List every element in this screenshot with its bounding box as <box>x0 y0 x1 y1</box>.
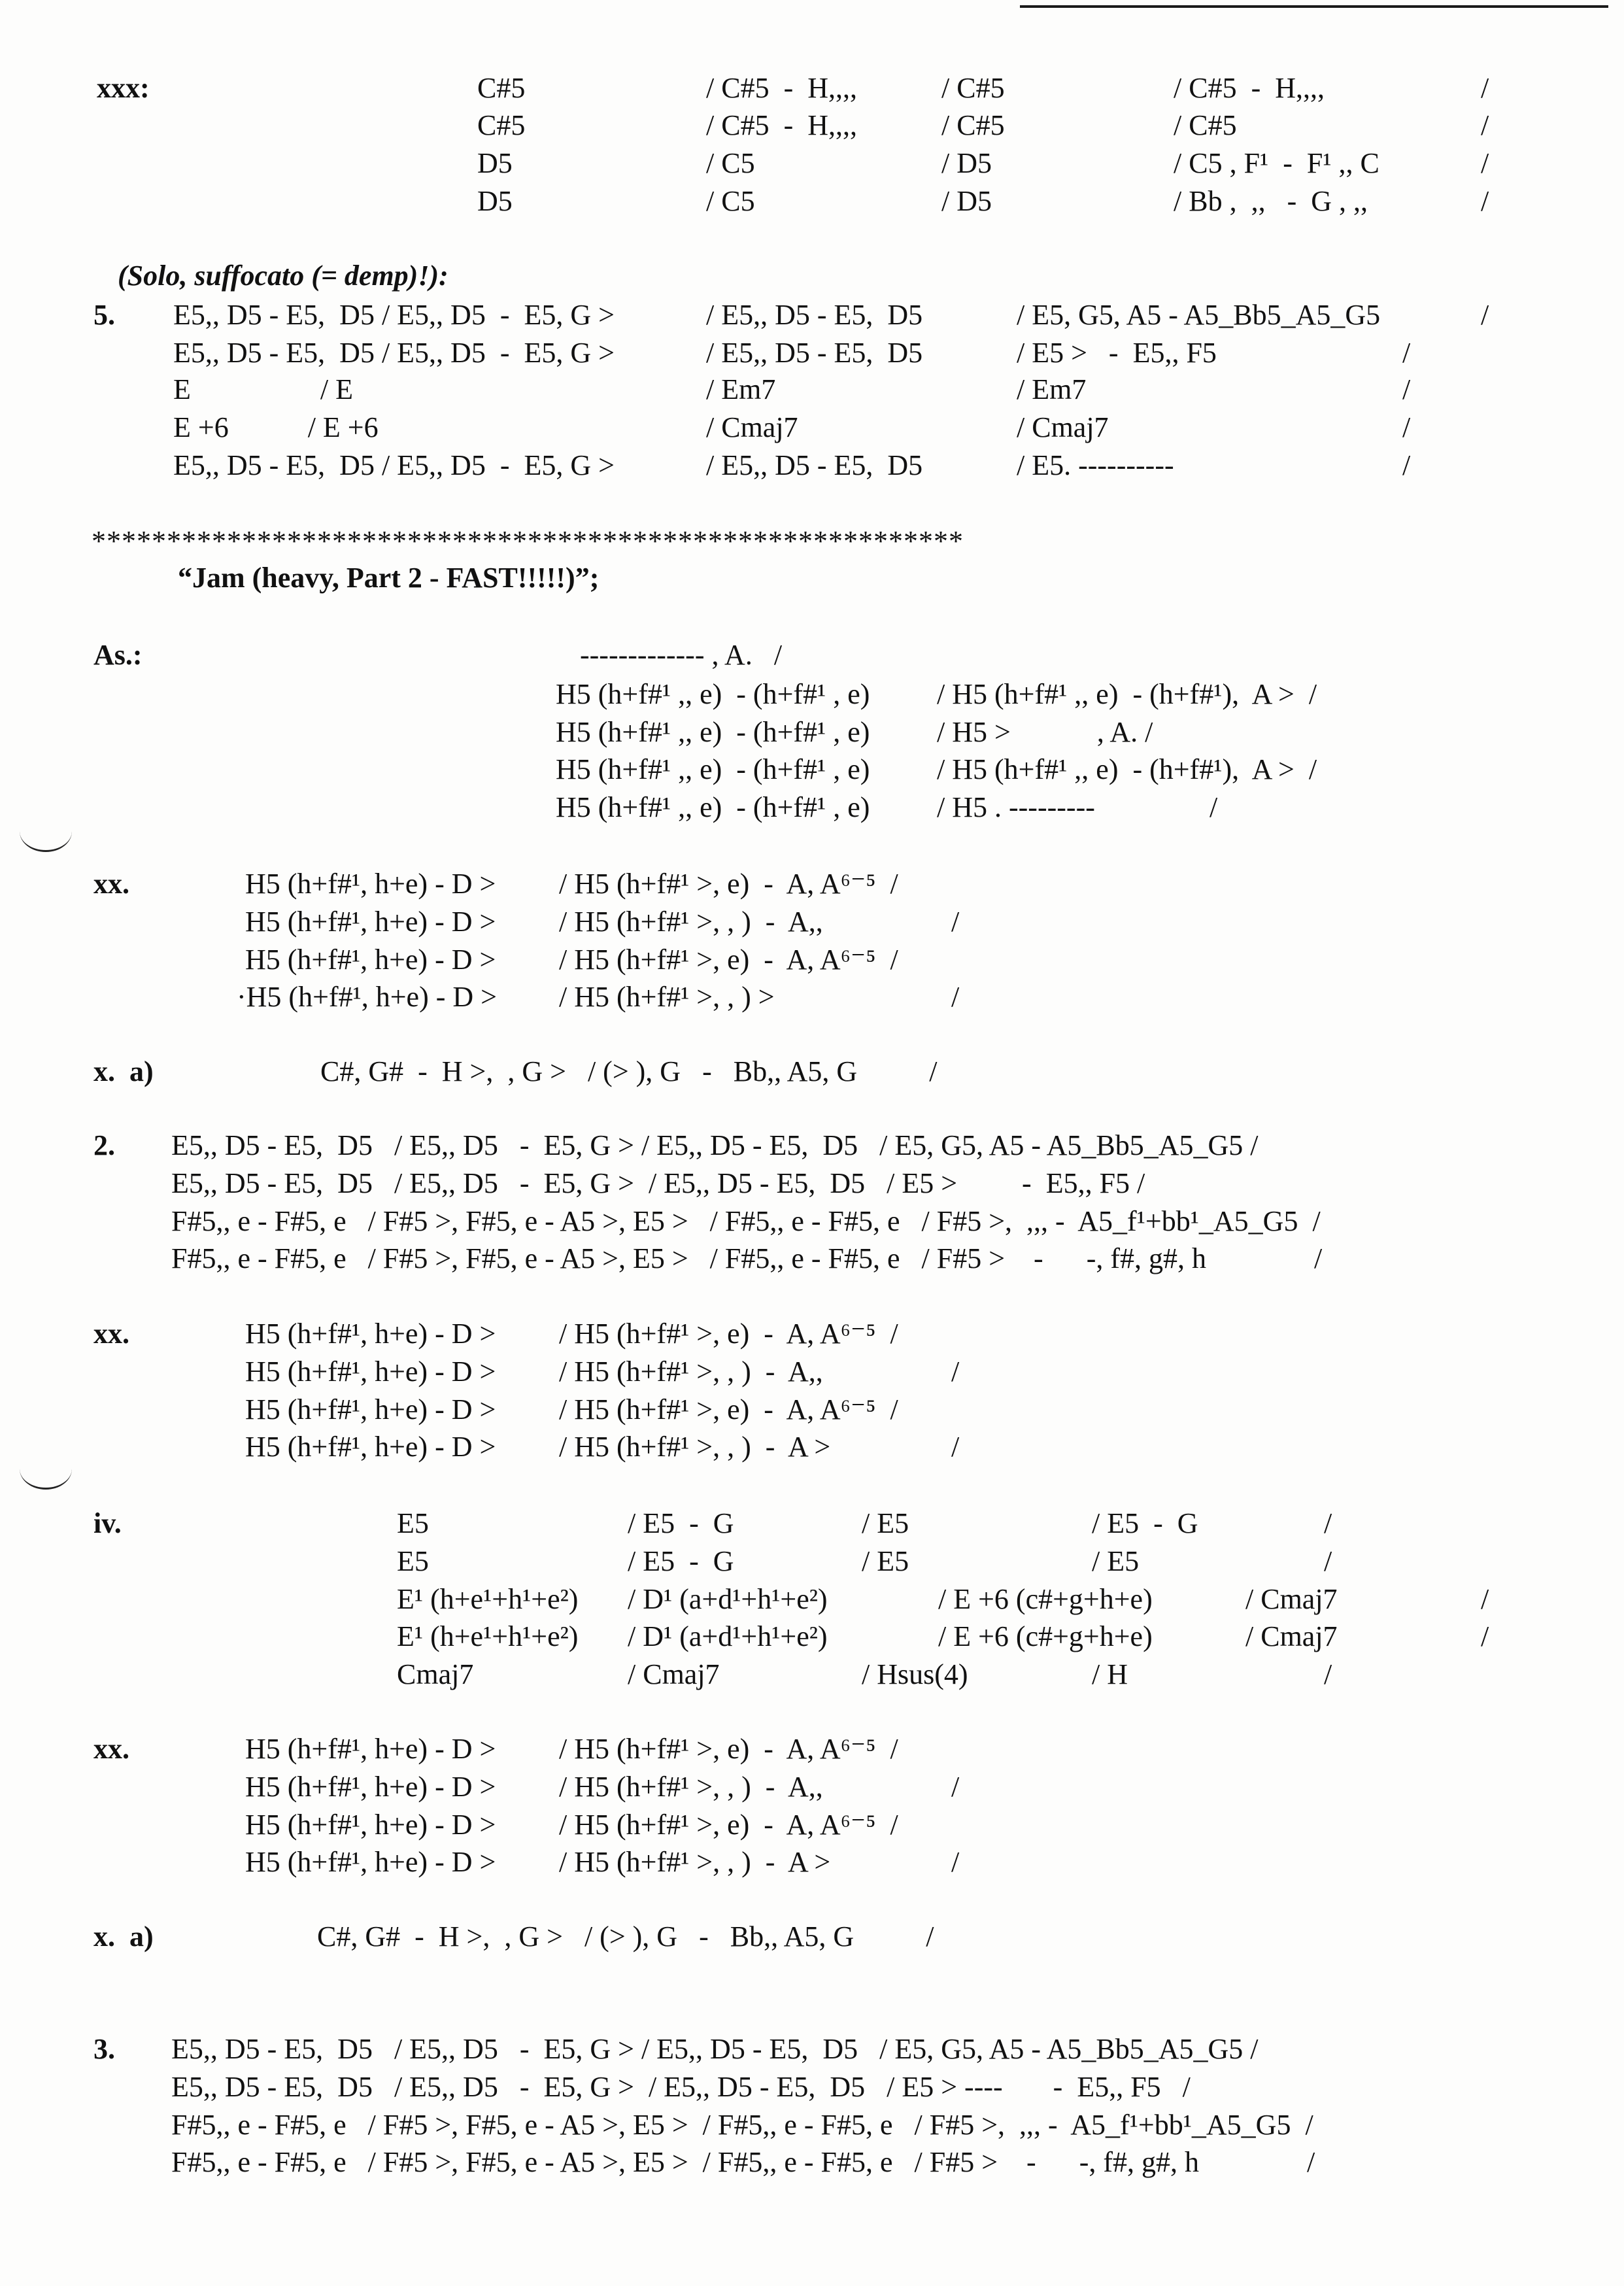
chord-cell: / H <box>1092 1658 1128 1690</box>
chord-cell: ·H5 (h+f#¹, h+e) - D > <box>237 981 497 1013</box>
chord-cell: H5 (h+f#¹, h+e) - D > <box>245 906 496 938</box>
chord-cell: / E +6 (c#+g+h+e) <box>938 1620 1153 1652</box>
bar-line: / <box>1210 791 1218 823</box>
section-label-xxx: xxx: <box>97 72 150 104</box>
chord-cell: / C#5 - H,,,, <box>706 72 857 104</box>
chord-cell: / Hsus(4) <box>862 1658 968 1690</box>
chord-cell: / E5 - G <box>628 1507 734 1539</box>
chord-cell: / E5,, D5 - E5, D5 <box>706 337 923 369</box>
bar-line: / <box>1402 337 1411 369</box>
chord-cell: / H5 (h+f#¹ >, e) - A, A⁶⁻⁵ / <box>559 1733 898 1765</box>
bar-line: / <box>1324 1658 1332 1690</box>
chord-cell: / H5 (h+f#¹ >, e) - A, A⁶⁻⁵ / <box>559 944 898 976</box>
chord-cell: E5 <box>397 1545 429 1577</box>
top-scan-line <box>1020 5 1608 8</box>
bar-line: / <box>1324 1507 1332 1539</box>
section-label-xa: x. a) <box>93 1055 154 1087</box>
chord-cell: / Bb , ,, - G , ,, <box>1174 185 1368 217</box>
bar-line: / <box>1402 411 1411 443</box>
chord-cell: E +6 / E +6 <box>173 411 379 443</box>
chord-cell: / H5 (h+f#¹ >, e) - A, A⁶⁻⁵ / <box>559 868 898 900</box>
chord-cell: / H5 (h+f#¹ >, e) - A, A⁶⁻⁵ / <box>559 1809 898 1841</box>
bar-line: / <box>951 1356 960 1388</box>
chord-cell: E5,, D5 - E5, D5 / E5,, D5 - E5, G > <box>173 337 615 369</box>
chord-cell: / D5 <box>941 185 992 217</box>
chord-cell: H5 (h+f#¹, h+e) - D > <box>245 1318 496 1350</box>
bar-line: / <box>1481 109 1489 141</box>
chord-cell: / E +6 (c#+g+h+e) <box>938 1583 1153 1615</box>
chord-row: F#5,, e - F#5, e / F#5 >, F#5, e - A5 >, E5 > / F#5,, e - F#5, e / F#5 > - -, f#, g#, h / <box>171 2146 1315 2178</box>
chord-cell: / Cmaj7 <box>1017 411 1109 443</box>
chord-cell: H5 (h+f#¹ ,, e) - (h+f#¹ , e) <box>556 716 870 748</box>
chord-cell: H5 (h+f#¹, h+e) - D > <box>245 1846 496 1878</box>
chord-cell: / E5 - G <box>628 1545 734 1577</box>
chord-row: E5,, D5 - E5, D5 / E5,, D5 - E5, G > / E5,, D5 - E5, D5 / E5 > ---- - E5,, F5 / <box>171 2071 1191 2103</box>
chord-cell: / D¹ (a+d¹+h¹+e²) <box>628 1620 828 1652</box>
chord-cell: E5,, D5 - E5, D5 / E5,, D5 - E5, G > <box>173 299 615 331</box>
chord-cell: / Cmaj7 <box>628 1658 720 1690</box>
chord-cell: / H5 (h+f#¹ ,, e) - (h+f#¹), A > / <box>937 753 1317 785</box>
asterisk-divider: ********************************************************** <box>92 525 964 557</box>
jam-title: “Jam (heavy, Part 2 - FAST!!!!!)”; <box>178 562 600 594</box>
chord-cell: E5 <box>397 1507 429 1539</box>
chord-cell: / H5 (h+f#¹ >, e) - A, A⁶⁻⁵ / <box>559 1318 898 1350</box>
chord-cell: H5 (h+f#¹, h+e) - D > <box>245 1356 496 1388</box>
bar-line: / <box>1481 1620 1489 1652</box>
chord-cell: / E5 <box>1092 1545 1140 1577</box>
bar-line: / <box>1402 449 1411 481</box>
chord-cell: / E5 - G <box>1092 1507 1198 1539</box>
bar-line: / <box>1481 147 1489 179</box>
chord-cell: / H5 (h+f#¹ >, , ) > <box>559 981 775 1013</box>
chord-cell: H5 (h+f#¹, h+e) - D > <box>245 1393 496 1425</box>
chord-cell: H5 (h+f#¹ ,, e) - (h+f#¹ , e) <box>556 753 870 785</box>
chord-cell: / C5 <box>706 185 755 217</box>
section-label-xx: xx. <box>93 1318 129 1350</box>
chord-row: C#, G# - H >, , G > / (> ), G - Bb,, A5, G / <box>320 1055 938 1087</box>
chord-cell: / H5 (h+f#¹ ,, e) - (h+f#¹), A > / <box>937 678 1317 710</box>
section-label-xx: xx. <box>93 868 129 900</box>
chord-cell: / E5 <box>862 1507 909 1539</box>
chord-cell: H5 (h+f#¹ ,, e) - (h+f#¹ , e) <box>556 791 870 823</box>
chord-cell: / H5 > , A. / <box>937 716 1153 748</box>
chord-cell: / H5 (h+f#¹ >, , ) - A,, <box>559 906 823 938</box>
chord-row: F#5,, e - F#5, e / F#5 >, F#5, e - A5 >, E5 > / F#5,, e - F#5, e / F#5 >, ,,, - A5_f¹+bb¹_A5_G5 / <box>171 2109 1313 2141</box>
chord-row: E5,, D5 - E5, D5 / E5,, D5 - E5, G > / E5,, D5 - E5, D5 / E5, G5, A5 - A5_Bb5_A5_G5 / <box>171 2033 1259 2065</box>
chord-cell: / C5 , F¹ - F¹ ,, C <box>1174 147 1379 179</box>
chord-cell: / H5 (h+f#¹ >, e) - A, A⁶⁻⁵ / <box>559 1393 898 1425</box>
section-label-2: 2. <box>93 1129 115 1161</box>
chord-cell: / C#5 - H,,,, <box>706 109 857 141</box>
bar-line: / <box>951 981 960 1013</box>
chord-cell: H5 (h+f#¹ ,, e) - (h+f#¹ , e) <box>556 678 870 710</box>
chord-cell: E5,, D5 - E5, D5 / E5,, D5 - E5, G > <box>173 449 615 481</box>
chord-cell: ------------- , A. / <box>580 639 783 671</box>
section-label-3: 3. <box>93 2033 115 2065</box>
chord-cell: / H5 (h+f#¹ >, , ) - A > <box>559 1846 831 1878</box>
chord-cell: / C5 <box>706 147 755 179</box>
chord-cell: Cmaj7 <box>397 1658 474 1690</box>
chord-cell: / Em7 <box>1017 373 1087 405</box>
pencil-tick-mark <box>20 811 72 852</box>
chord-cell: / Cmaj7 <box>1245 1620 1338 1652</box>
bar-line: / <box>1481 72 1489 104</box>
chord-cell: / E5 > - E5,, F5 <box>1017 337 1217 369</box>
bar-line: / <box>951 1431 960 1463</box>
chord-cell: H5 (h+f#¹, h+e) - D > <box>245 1771 496 1803</box>
bar-line: / <box>951 1771 960 1803</box>
chord-cell: / C#5 - H,,,, <box>1174 72 1325 104</box>
chord-cell: / E5,, D5 - E5, D5 <box>706 299 923 331</box>
chord-cell: C#5 <box>477 72 526 104</box>
chord-row: E5,, D5 - E5, D5 / E5,, D5 - E5, G > / E5,, D5 - E5, D5 / E5 > - E5,, F5 / <box>171 1167 1145 1199</box>
chord-cell: H5 (h+f#¹, h+e) - D > <box>245 944 496 976</box>
chord-cell: / E5 <box>862 1545 909 1577</box>
chord-cell: / E5,, D5 - E5, D5 <box>706 449 923 481</box>
chord-cell: E¹ (h+e¹+h¹+e²) <box>397 1583 579 1615</box>
chord-cell: C#5 <box>477 109 526 141</box>
section-label-xx: xx. <box>93 1733 129 1765</box>
chord-row: E5,, D5 - E5, D5 / E5,, D5 - E5, G > / E5,, D5 - E5, D5 / E5, G5, A5 - A5_Bb5_A5_G5 / <box>171 1129 1259 1161</box>
section-label-iv: iv. <box>93 1507 122 1539</box>
bar-line: / <box>1481 299 1489 331</box>
chord-cell: / D5 <box>941 147 992 179</box>
chord-cell: H5 (h+f#¹, h+e) - D > <box>245 868 496 900</box>
section-label-5: 5. <box>93 299 115 331</box>
chord-cell: / H5 (h+f#¹ >, , ) - A,, <box>559 1771 823 1803</box>
bar-line: / <box>951 906 960 938</box>
chord-cell: / C#5 <box>1174 109 1237 141</box>
chord-cell: D5 <box>477 185 513 217</box>
chord-cell: E¹ (h+e¹+h¹+e²) <box>397 1620 579 1652</box>
chord-cell: / C#5 <box>941 72 1005 104</box>
chord-cell: / Cmaj7 <box>706 411 798 443</box>
section-label-xa: x. a) <box>93 1920 154 1953</box>
chord-cell: / E5. ---------- <box>1017 449 1174 481</box>
bar-line: / <box>1402 373 1411 405</box>
bar-line: / <box>1324 1545 1332 1577</box>
chord-cell: / Em7 <box>706 373 776 405</box>
chord-row: C#, G# - H >, , G > / (> ), G - Bb,, A5, G / <box>317 1920 934 1953</box>
pencil-tick-mark <box>20 1448 72 1490</box>
chord-cell: / C#5 <box>941 109 1005 141</box>
chord-cell: / Cmaj7 <box>1245 1583 1338 1615</box>
solo-title: (Solo, suffocato (= demp)!): <box>118 260 448 292</box>
bar-line: / <box>1481 1583 1489 1615</box>
bar-line: / <box>951 1846 960 1878</box>
section-label-as: As.: <box>93 639 143 671</box>
chord-cell: D5 <box>477 147 513 179</box>
chord-cell: E / E <box>173 373 353 405</box>
chord-cell: / D¹ (a+d¹+h¹+e²) <box>628 1583 828 1615</box>
chord-cell: / H5 (h+f#¹ >, , ) - A > <box>559 1431 831 1463</box>
chord-cell: / E5, G5, A5 - A5_Bb5_A5_G5 <box>1017 299 1381 331</box>
chord-cell: / H5 . --------- <box>937 791 1095 823</box>
chord-cell: / H5 (h+f#¹ >, , ) - A,, <box>559 1356 823 1388</box>
chord-cell: H5 (h+f#¹, h+e) - D > <box>245 1809 496 1841</box>
chord-cell: H5 (h+f#¹, h+e) - D > <box>245 1431 496 1463</box>
chord-row: F#5,, e - F#5, e / F#5 >, F#5, e - A5 >, E5 > / F#5,, e - F#5, e / F#5 >, ,,, - A5_f¹+bb¹_A5_G5 / <box>171 1205 1321 1237</box>
chord-row: F#5,, e - F#5, e / F#5 >, F#5, e - A5 >, E5 > / F#5,, e - F#5, e / F#5 > - -, f#, g#, h / <box>171 1242 1323 1274</box>
bar-line: / <box>1481 185 1489 217</box>
chord-cell: H5 (h+f#¹, h+e) - D > <box>245 1733 496 1765</box>
